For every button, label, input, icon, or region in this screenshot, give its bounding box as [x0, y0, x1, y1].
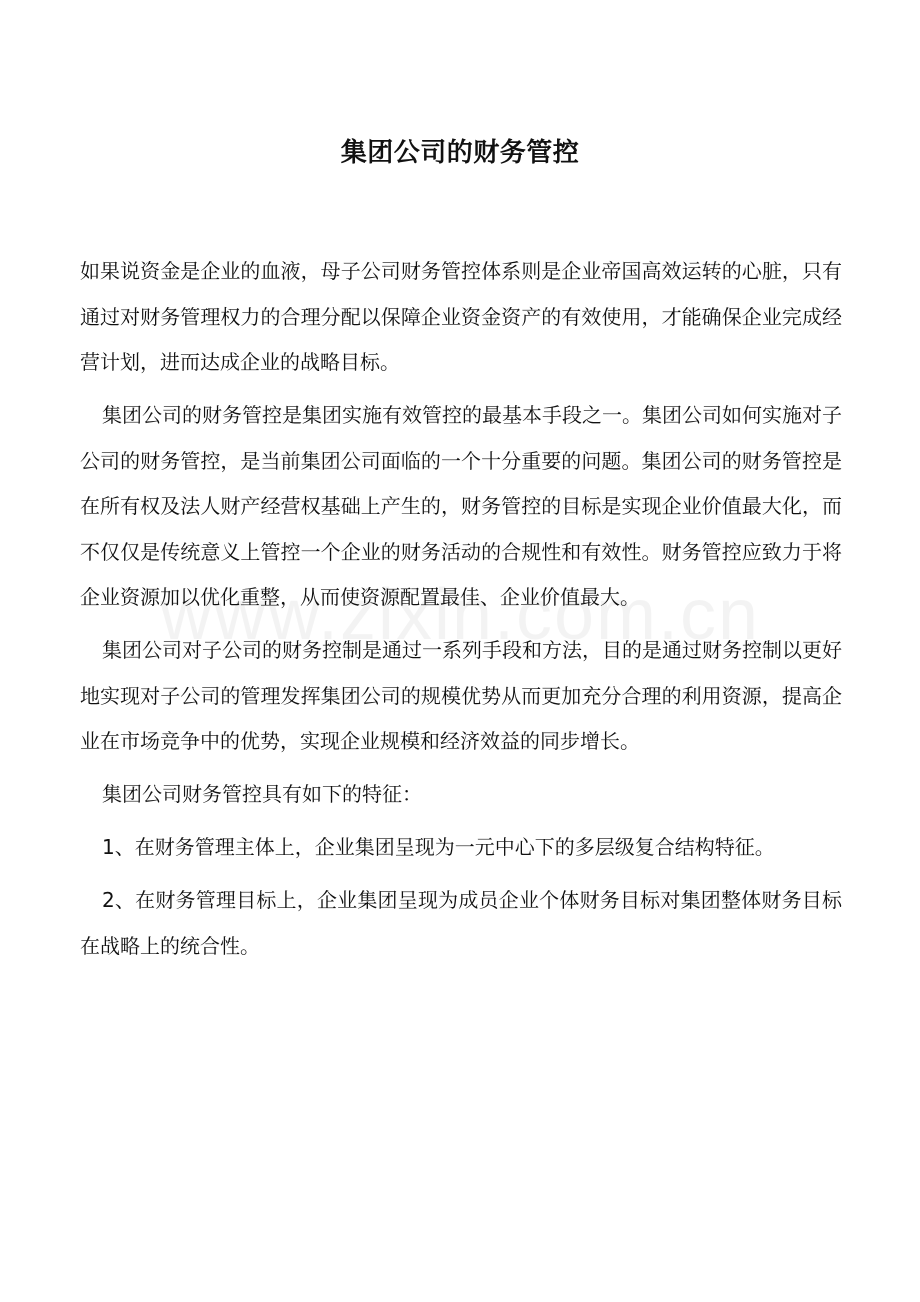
paragraph-intro: 如果说资金是企业的血液，母子公司财务管控体系则是企业帝国高效运转的心脏，只有通过对财务管理权力的合理分配以保障企业资金资产的有效使用，才能确保企业完成经营计划，进而达成企业的战略目标。	[80, 259, 842, 374]
paragraph-financial-control: 集团公司的财务管控是集团实施有效管控的最基本手段之一。集团公司如何实施对子公司的财务管控，是当前集团公司面临的一个十分重要的问题。集团公司的财务管控是在所有权及法人财产经营权基础上产生的，财务管控的目标是实现企业价值最大化，而不仅仅是传统意义上管控一个企业的财务活动的合规性和有效性。财务管控应致力于将企业资源加以优化重整，从而使资源配置最佳、企业价值最大。	[80, 403, 842, 609]
paragraph-feature-1: 1、在财务管理主体上，企业集团呈现为一元中心下的多层级复合结构特征。	[102, 835, 775, 859]
paragraph-feature-2: 2、在财务管理目标上，企业集团呈现为成员企业个体财务目标对集团整体财务目标在战略上的统合性。	[80, 888, 842, 958]
paragraph-subsidiary-control: 集团公司对子公司的财务控制是通过一系列手段和方法，目的是通过财务控制以更好地实现对子公司的管理发挥集团公司的规模优势从而更加充分合理的利用资源，提高企业在市场竞争中的优势，实现企业规模和经济效益的同步增长。	[80, 638, 842, 753]
paragraph-features-heading: 集团公司财务管控具有如下的特征：	[102, 782, 422, 806]
document-title: 集团公司的财务管控	[340, 138, 580, 169]
document-body	[80, 249, 842, 977]
